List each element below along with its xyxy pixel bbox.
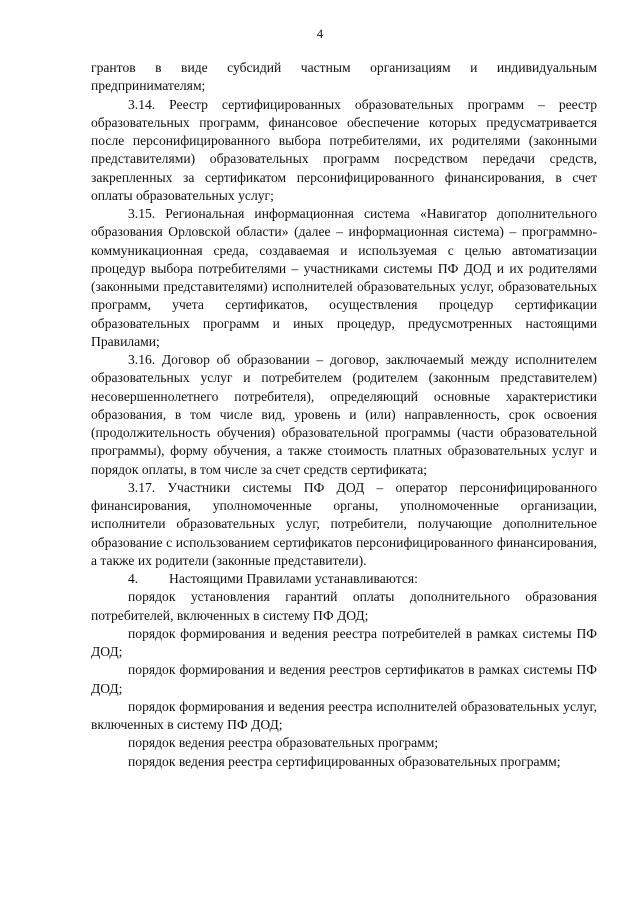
paragraph-4	[91, 570, 597, 588]
paragraph-4-number: 4.	[128, 571, 139, 586]
paragraph-3-16: 3.16. Договор об образовании – договор, заключаемый между исполнителем образовательных услуг и потребителем (родителем (законным представителем) несовершеннолетнего потребителя), определяющий основные характеристики образования, в том числе вид, уровень и (или) направленность, срок освоения (продолжительность обучения) образовательной программы (части образовательной программы), форму обучения, а также стоимость платных образовательных услуг и порядок оплаты, в том числе за счет средств сертификата;	[91, 352, 597, 477]
paragraph-3-15: 3.15. Региональная информационная система «Навигатор дополнительного образования Орловской области» (далее – информационная система) – программно-коммуникационная среда, создаваемая и используемая с целью автоматизации процедур выбора потребителями – участниками системы ПФ ДОД и их родителями (законными представителями) исполнителей образовательных услуг, образовательных программ, учета сертификатов, осуществления процедур сертификации образовательных программ и иных процедур, предусмотренных настоящими Правилами;	[91, 206, 597, 349]
page-number: 4	[316, 27, 324, 41]
list-item: порядок ведения реестра сертифицированных образовательных программ;	[128, 753, 561, 769]
list-item: порядок ведения реестра образовательных программ;	[128, 735, 439, 751]
paragraph-4-text: Настоящими Правилами устанавливаются:	[169, 571, 418, 586]
document-body	[91, 59, 597, 771]
list-item: порядок формирования и ведения реестра потребителей в рамках системы ПФ ДОД;	[91, 625, 597, 659]
list-item: порядок формирования и ведения реестров сертификатов в рамках системы ПФ ДОД;	[91, 662, 597, 696]
paragraph-3-17: 3.17. Участники системы ПФ ДОД – оператор персонифицированного финансирования, уполномоченные органы, уполномоченные организации, исполнители образовательных услуг, потребители, получающие дополнительное образование с использованием сертификатов персонифицированного финансирования, а также их родители (законные представители).	[91, 479, 597, 568]
paragraph-continuation: грантов в виде субсидий частным организациям и индивидуальным предпринимателям;	[91, 60, 597, 94]
paragraph-3-14: 3.14. Реестр сертифицированных образовательных программ – реестр образовательных программ, финансовое обеспечение которых предусматривается после персонифицированного выбора потребителями, их родителями (законными представителями) образовательных программ посредством передачи средств, закрепленных за сертификатом персонифицированного финансирования, в счет оплаты образовательных услуг;	[91, 96, 597, 203]
list-item: порядок установления гарантий оплаты дополнительного образования потребителей, включенных в систему ПФ ДОД;	[91, 589, 597, 623]
list-item: порядок формирования и ведения реестра исполнителей образовательных услуг, включенных в систему ПФ ДОД;	[91, 698, 597, 732]
